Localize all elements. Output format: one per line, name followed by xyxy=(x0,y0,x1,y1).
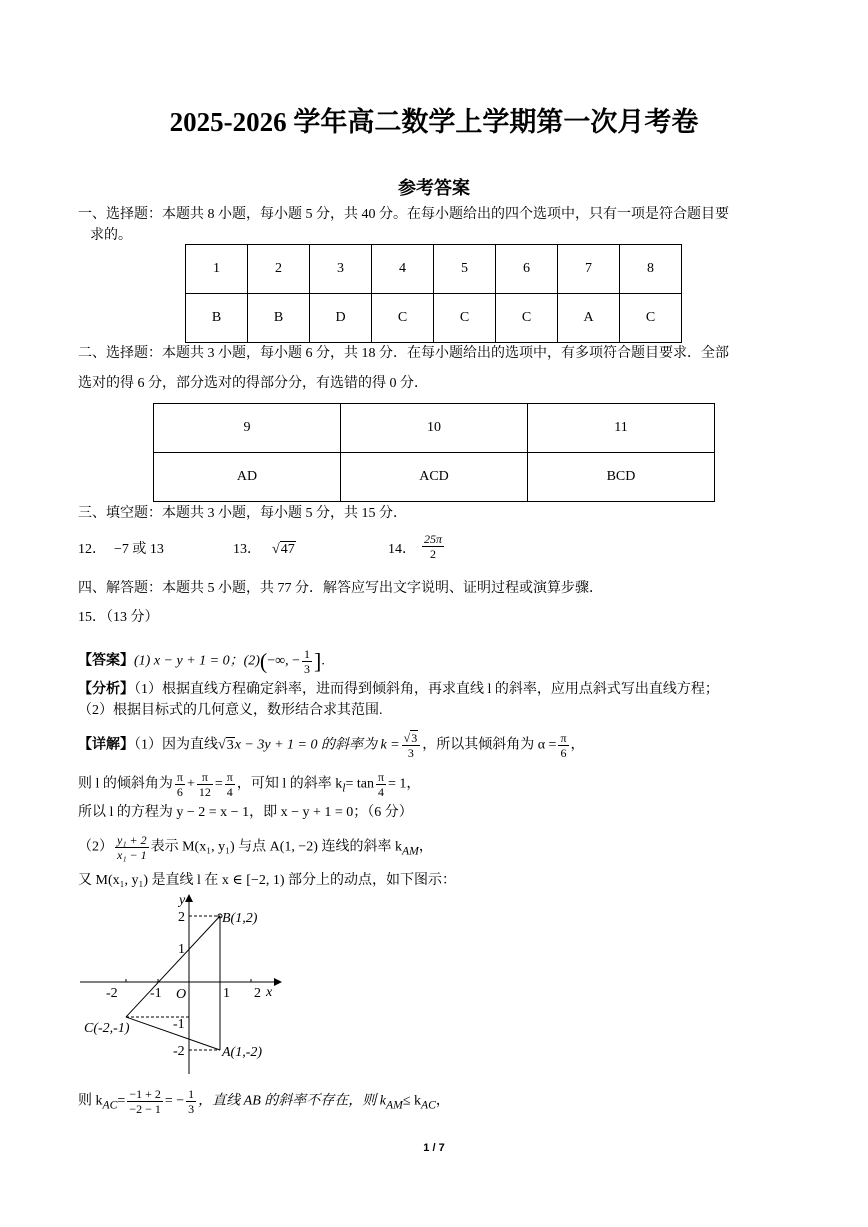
y-axis-arrow xyxy=(185,894,193,902)
line-graph xyxy=(78,892,308,1076)
q15-part2-line1 xyxy=(78,833,433,863)
section2-line2: 选对的得 6 分，部分选对的得部分分，有选错的得 0 分． xyxy=(78,376,428,391)
q13-answer: √47 xyxy=(272,542,295,557)
answer-cell: C xyxy=(496,294,558,343)
question-number: 6 xyxy=(496,245,558,294)
q13-label: 13． xyxy=(233,542,261,557)
detail-text: = 1， xyxy=(388,776,421,792)
frac-num: π xyxy=(560,731,567,745)
answer-tag: 【答案】 xyxy=(78,653,134,669)
frac-den: 6 xyxy=(176,785,183,799)
x-axis-label: x xyxy=(266,985,273,1000)
question-number: 11 xyxy=(528,404,715,453)
origin-label: O xyxy=(176,987,187,1002)
q14-label: 14． xyxy=(388,542,416,557)
q13-radicand: 47 xyxy=(280,542,295,557)
sqrt-radicand: 3 xyxy=(411,731,418,745)
answer-cell: B xyxy=(248,294,310,343)
multi-choice-answer-table xyxy=(153,403,715,502)
section2-line1: 二、选择题：本题共 3 小题，每小题 6 分，共 18 分．在每小题给出的选项中，有多项符合题目要求．全部 xyxy=(78,346,729,361)
question-number: 1 xyxy=(186,245,248,294)
question-number: 4 xyxy=(372,245,434,294)
answer-cell: C xyxy=(434,294,496,343)
y-tick-label: 1 xyxy=(178,942,185,957)
detail-text: ， xyxy=(418,839,433,855)
q14-numerator: 25π xyxy=(424,532,443,546)
q14-answer xyxy=(420,532,446,561)
x-tick-label: -1 xyxy=(150,986,162,1001)
detail-text: ，可知 l 的斜率 k xyxy=(236,776,343,792)
frac-num: π xyxy=(226,770,233,784)
detail-text: （1）因为直线 xyxy=(134,737,218,753)
detail-text: 则 k xyxy=(78,1093,103,1109)
analysis-tag: 【分析】 xyxy=(78,682,134,697)
detail-text: ， xyxy=(435,1093,450,1109)
x-axis-arrow xyxy=(274,978,282,986)
subscript: AC xyxy=(102,1098,118,1112)
frac-den: 3 xyxy=(188,1102,195,1116)
q15-analysis-line2: （2）根据目标式的几何意义，数形结合求其范围. xyxy=(78,703,383,718)
detail-text: = xyxy=(214,776,223,792)
detail-text: = − xyxy=(164,1093,185,1109)
subscript: l xyxy=(342,781,346,795)
choice-answer-table xyxy=(185,244,682,343)
answer-cell: ACD xyxy=(341,453,528,502)
subscript: AM xyxy=(385,1098,403,1112)
y-axis-label: y xyxy=(179,893,186,908)
detail-text: （2） xyxy=(78,839,113,855)
q15-title: 15．（13 分） xyxy=(78,610,159,625)
q15-detail-line1: 【详解】（1）因为直线√3x − 3y + 1 = 0 的斜率为 k = $\frac{√3}{3}$ ，所以其倾斜角为 α = $\frac{\pi}{6}$ ， xyxy=(78,731,585,760)
sqrt-radicand: 3 xyxy=(226,737,234,753)
detail-text: ≤ k xyxy=(402,1093,422,1109)
q15-answer-line: 【答案】(1) x − y + 1 = 0；(2)(−∞, − $\frac{1}{3}$ ]. xyxy=(78,647,325,676)
detail-text: ，所以其倾斜角为 α = xyxy=(422,737,557,753)
answer-frac-num: 1 xyxy=(304,647,311,661)
document-subtitle: 参考答案 xyxy=(398,178,470,198)
analysis-text-1: （1）根据直线方程确定斜率，进而得到倾斜角，再求直线 l 的斜率，应用点斜式写出直线方程； xyxy=(134,682,719,697)
answer-cell: A xyxy=(558,294,620,343)
q12-answer: −7 或 13 xyxy=(114,542,164,557)
y-tick-label: -2 xyxy=(173,1044,185,1059)
point-b-label: B(1,2) xyxy=(222,911,258,926)
x-tick-label: 1 xyxy=(223,986,230,1001)
q12-label: 12． xyxy=(78,542,106,557)
question-number: 9 xyxy=(154,404,341,453)
q14-denominator: 2 xyxy=(430,547,436,561)
detail-tag: 【详解】 xyxy=(78,737,134,753)
section4-heading: 四、解答题：本题共 5 小题，共 77 分．解答应写出文字说明、证明过程或演算步骤． xyxy=(78,581,603,596)
question-number: 10 xyxy=(341,404,528,453)
frac-num: π xyxy=(197,770,213,785)
frac-num: π xyxy=(377,770,385,784)
frac-den: 4 xyxy=(378,785,384,799)
line-l xyxy=(126,916,220,1017)
question-number: 7 xyxy=(558,245,620,294)
frac-den: 4 xyxy=(226,785,233,799)
section1-line2: 求的。 xyxy=(90,228,132,243)
frac-den: −2 − 1 xyxy=(129,1102,161,1116)
detail-text: ，直线 AB 的斜率不存在，则 k xyxy=(198,1093,386,1109)
q15-detail-line2 xyxy=(78,770,420,800)
frac-den: 3 xyxy=(407,746,414,760)
detail-text: ， xyxy=(570,737,585,753)
frac-den: 12 xyxy=(198,785,211,799)
q15-part2-line2: 又 M(x₁, y₁) 是直线 l 在 x ∈ [−2, 1) 部分上的动点，如下图示： xyxy=(78,873,457,888)
question-number: 8 xyxy=(620,245,682,294)
answer-cell: BCD xyxy=(528,453,715,502)
detail-text: = xyxy=(117,1093,126,1109)
frac-num: −1 + 2 xyxy=(129,1087,161,1101)
subscript: AC xyxy=(421,1098,436,1112)
frac-num: 1 xyxy=(188,1087,195,1101)
x-tick-label: 2 xyxy=(254,986,261,1001)
y-tick-label: 2 xyxy=(178,910,185,925)
answer-part1: (1) x − y + 1 = 0；(2) xyxy=(134,653,260,669)
document-title: 2025-2026 学年高二数学上学期第一次月考卷 xyxy=(169,107,699,137)
answer-cell: AD xyxy=(154,453,341,502)
subscript: AM xyxy=(401,844,419,858)
answer-frac-den: 3 xyxy=(304,662,311,676)
detail-text: 则 l 的倾斜角为 xyxy=(78,776,173,792)
q15-analysis-line1 xyxy=(78,679,719,701)
answer-cell: D xyxy=(310,294,372,343)
question-number: 2 xyxy=(248,245,310,294)
frac-num: y₁ + 2 xyxy=(117,833,147,847)
detail-text: 表示 M(x₁, y₁) 与点 A(1, −2) 连线的斜率 k xyxy=(150,839,402,855)
section1-line1: 一、选择题：本题共 8 小题，每小题 5 分，共 40 分。在每小题给出的四个选项中，只有一项是符合题目要 xyxy=(78,207,729,222)
answer-cell: C xyxy=(620,294,682,343)
point-c-label: C(-2,-1) xyxy=(84,1021,130,1036)
frac-den: 6 xyxy=(560,746,567,760)
answer-interval: −∞, − xyxy=(267,653,301,669)
frac-num: π xyxy=(176,770,183,784)
y-tick-label: -1 xyxy=(173,1017,185,1032)
q15-final-line xyxy=(78,1087,450,1117)
question-number: 3 xyxy=(310,245,372,294)
frac-den: x₁ − 1 xyxy=(117,848,147,862)
detail-text: x − 3y + 1 = 0 的斜率为 k = xyxy=(234,737,400,753)
answer-cell: C xyxy=(372,294,434,343)
q15-detail-line3: 所以 l 的方程为 y − 2 = x − 1，即 x − y + 1 = 0；（6 分） xyxy=(78,805,413,820)
x-tick-label: -2 xyxy=(106,986,118,1001)
detail-text: = tan xyxy=(345,776,374,792)
question-number: 5 xyxy=(434,245,496,294)
answer-cell: B xyxy=(186,294,248,343)
point-a-label: A(1,-2) xyxy=(222,1045,263,1060)
frac-num: √3 xyxy=(402,731,421,746)
detail-text: + xyxy=(186,776,195,792)
page-number: 1 / 7 xyxy=(423,1142,445,1154)
section3-heading: 三、填空题：本题共 3 小题，每小题 5 分，共 15 分． xyxy=(78,506,407,521)
